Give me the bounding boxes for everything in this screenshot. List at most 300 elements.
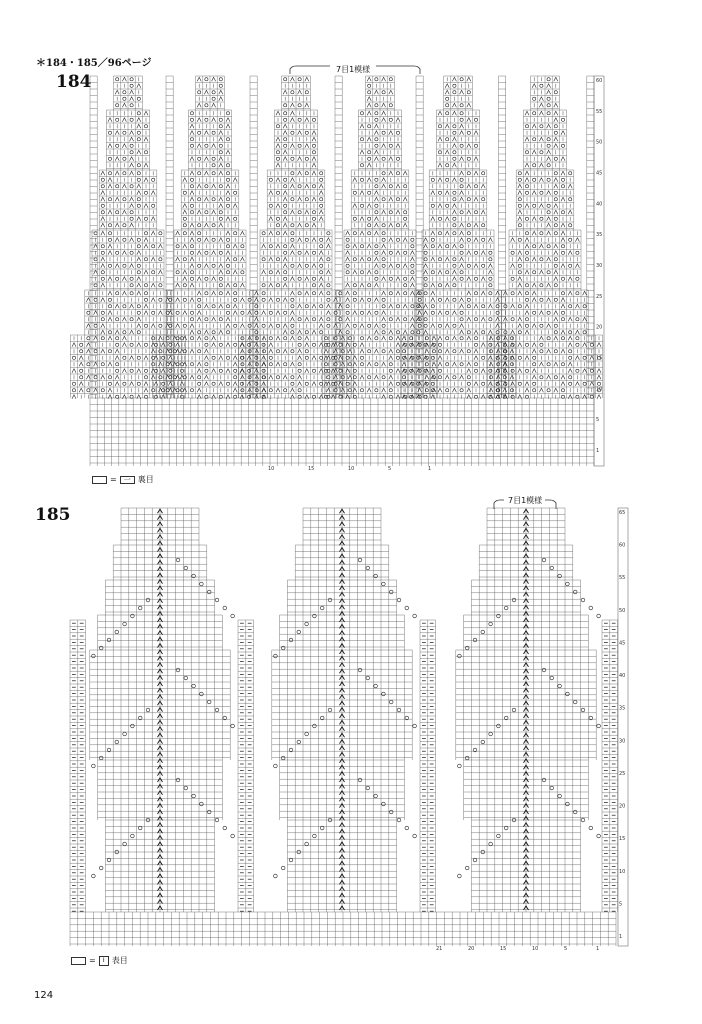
yarn-over-icon xyxy=(404,292,407,295)
yarn-over-icon xyxy=(219,369,222,372)
yarn-over-icon xyxy=(219,125,222,128)
yarn-over-icon xyxy=(276,324,279,327)
yarn-over-icon xyxy=(205,118,208,121)
yarn-over-icon xyxy=(510,337,513,340)
yarn-over-icon xyxy=(368,232,371,235)
decrease-icon xyxy=(518,369,522,373)
yarn-over-icon xyxy=(130,277,133,280)
yarn-over-icon xyxy=(226,164,229,167)
yarn-over-icon xyxy=(389,211,392,214)
yarn-over-icon xyxy=(226,138,229,141)
yarn-over-icon xyxy=(576,292,579,295)
yarn-over-icon xyxy=(328,708,332,712)
yarn-over-icon xyxy=(291,238,294,241)
yarn-over-icon xyxy=(474,185,477,188)
yarn-over-icon xyxy=(389,292,392,295)
decrease-icon xyxy=(115,349,119,353)
decrease-icon xyxy=(130,238,134,242)
decrease-icon xyxy=(460,349,464,353)
yarn-over-icon xyxy=(130,292,133,295)
yarn-over-icon xyxy=(382,331,385,334)
yarn-over-icon xyxy=(360,389,363,392)
yarn-over-icon xyxy=(576,318,579,321)
yarn-over-icon xyxy=(116,104,119,107)
decrease-icon xyxy=(144,137,148,141)
yarn-over-icon xyxy=(146,598,150,602)
decrease-icon xyxy=(374,264,378,268)
decrease-icon xyxy=(374,223,378,227)
chart-185-tier xyxy=(105,820,214,912)
decrease-icon xyxy=(568,251,572,255)
yarn-over-icon xyxy=(190,118,193,121)
yarn-over-icon xyxy=(583,356,586,359)
chart-185-tier xyxy=(303,508,381,545)
decrease-icon xyxy=(532,84,536,88)
chart-184-label: 184 xyxy=(56,72,92,92)
yarn-over-icon xyxy=(431,311,434,314)
yarn-over-icon xyxy=(312,211,315,214)
yarn-over-icon xyxy=(305,172,308,175)
yarn-over-icon xyxy=(569,172,572,175)
decrease-icon xyxy=(312,197,316,201)
yarn-over-icon xyxy=(558,794,562,798)
decrease-icon xyxy=(467,277,471,281)
decrease-icon xyxy=(305,103,309,107)
decrease-icon xyxy=(590,382,594,386)
decrease-icon xyxy=(158,270,162,274)
yarn-over-icon xyxy=(561,311,564,314)
yarn-over-icon xyxy=(205,343,208,346)
yarn-over-icon xyxy=(382,298,385,301)
decrease-icon xyxy=(525,204,529,208)
yarn-over-icon xyxy=(241,311,244,314)
yarn-over-icon xyxy=(368,376,371,379)
decrease-icon xyxy=(403,330,407,334)
yarn-over-icon xyxy=(424,324,427,327)
yarn-over-icon xyxy=(446,97,449,100)
decrease-icon xyxy=(183,277,187,281)
decrease-icon xyxy=(374,197,378,201)
decrease-icon xyxy=(460,171,464,175)
decrease-icon xyxy=(122,291,126,295)
yarn-over-icon xyxy=(312,318,315,321)
yarn-over-icon xyxy=(92,874,96,878)
yarn-over-icon xyxy=(138,606,142,610)
yarn-over-icon xyxy=(561,363,564,366)
decrease-icon xyxy=(382,277,386,281)
yarn-over-icon xyxy=(291,131,294,134)
yarn-over-icon xyxy=(525,292,528,295)
decrease-icon xyxy=(489,362,493,366)
decrease-icon xyxy=(226,343,230,347)
yarn-over-icon xyxy=(320,826,324,830)
yarn-over-icon xyxy=(320,172,323,175)
yarn-over-icon xyxy=(198,382,201,385)
decrease-icon xyxy=(312,223,316,227)
decrease-icon xyxy=(467,362,471,366)
yarn-over-icon xyxy=(581,818,585,822)
decrease-icon xyxy=(233,178,237,182)
decrease-icon xyxy=(561,349,565,353)
decrease-icon xyxy=(374,231,378,235)
decrease-icon xyxy=(137,283,141,287)
yarn-over-icon xyxy=(346,264,349,267)
decrease-icon xyxy=(130,97,134,101)
decrease-icon xyxy=(101,231,105,235)
yarn-over-icon xyxy=(413,834,417,838)
yarn-over-icon xyxy=(205,369,208,372)
yarn-over-icon xyxy=(291,376,294,379)
yarn-over-icon xyxy=(101,363,104,366)
yarn-over-icon xyxy=(284,277,287,280)
decrease-icon xyxy=(452,244,456,248)
yarn-over-icon xyxy=(108,298,111,301)
decrease-icon xyxy=(367,311,371,315)
yarn-over-icon xyxy=(375,363,378,366)
yarn-over-icon xyxy=(255,363,258,366)
row-number: 65 xyxy=(619,510,626,516)
chart-184-pattern-column xyxy=(322,76,437,399)
yarn-over-icon xyxy=(453,284,456,287)
decrease-icon xyxy=(511,382,515,386)
decrease-icon xyxy=(197,184,201,188)
yarn-over-icon xyxy=(554,258,557,261)
yarn-over-icon xyxy=(554,284,557,287)
decrease-icon xyxy=(353,244,357,248)
yarn-over-icon xyxy=(312,185,315,188)
decrease-icon xyxy=(539,362,543,366)
decrease-icon xyxy=(539,178,543,182)
yarn-over-icon xyxy=(346,238,349,241)
yarn-over-icon xyxy=(382,376,385,379)
decrease-icon xyxy=(410,324,414,328)
decrease-icon xyxy=(240,283,244,287)
decrease-icon xyxy=(151,324,155,328)
decrease-icon xyxy=(438,336,442,340)
yarn-over-icon xyxy=(550,566,554,570)
yarn-over-icon xyxy=(152,337,155,340)
decrease-icon xyxy=(226,283,230,287)
decrease-icon xyxy=(474,223,478,227)
yarn-over-icon xyxy=(183,376,186,379)
decrease-icon xyxy=(389,131,393,135)
yarn-over-icon xyxy=(212,131,215,134)
yarn-over-icon xyxy=(413,614,417,618)
decrease-icon xyxy=(161,343,165,347)
yarn-over-icon xyxy=(130,78,133,81)
decrease-icon xyxy=(445,324,449,328)
decrease-icon xyxy=(489,336,493,340)
decrease-icon xyxy=(305,369,309,373)
decrease-icon xyxy=(353,204,357,208)
yarn-over-icon xyxy=(431,305,434,308)
chart-184-tier xyxy=(415,290,501,335)
yarn-over-icon xyxy=(116,211,119,214)
yarn-over-icon xyxy=(269,204,272,207)
decrease-icon xyxy=(283,330,287,334)
yarn-over-icon xyxy=(460,363,463,366)
yarn-over-icon xyxy=(446,245,449,248)
decrease-icon xyxy=(346,291,350,295)
yarn-over-icon xyxy=(396,238,399,241)
decrease-icon xyxy=(305,277,309,281)
yarn-over-icon xyxy=(482,238,485,241)
decrease-icon xyxy=(204,197,208,201)
yarn-over-icon xyxy=(389,337,392,340)
chart-185-purl-strip xyxy=(420,620,436,912)
decrease-icon xyxy=(396,184,400,188)
yarn-over-icon xyxy=(411,305,414,308)
yarn-over-icon xyxy=(489,376,492,379)
decrease-icon xyxy=(360,283,364,287)
decrease-icon xyxy=(389,223,393,227)
yarn-over-icon xyxy=(389,810,393,814)
decrease-icon xyxy=(511,304,515,308)
yarn-over-icon xyxy=(123,131,126,134)
yarn-over-icon xyxy=(446,204,449,207)
decrease-icon xyxy=(204,131,208,135)
yarn-over-icon xyxy=(226,198,229,201)
yarn-over-icon xyxy=(198,131,201,134)
yarn-over-icon xyxy=(123,264,126,267)
decrease-icon xyxy=(474,264,478,268)
yarn-over-icon xyxy=(360,112,363,115)
knit-symbol-icon: I xyxy=(99,956,109,966)
yarn-over-icon xyxy=(107,638,111,642)
decrease-icon xyxy=(122,369,126,373)
decrease-icon xyxy=(403,264,407,268)
decrease-icon xyxy=(233,382,237,386)
decrease-icon xyxy=(452,111,456,115)
yarn-over-icon xyxy=(190,363,193,366)
yarn-over-icon xyxy=(547,97,550,100)
decrease-icon xyxy=(219,163,223,167)
yarn-over-icon xyxy=(169,298,172,301)
yarn-over-icon xyxy=(212,382,215,385)
decrease-icon xyxy=(269,231,273,235)
yarn-over-icon xyxy=(298,144,301,147)
yarn-over-icon xyxy=(183,298,186,301)
decrease-icon xyxy=(474,131,478,135)
yarn-over-icon xyxy=(276,376,279,379)
decrease-icon xyxy=(197,369,201,373)
decrease-icon xyxy=(424,244,428,248)
decrease-icon xyxy=(460,324,464,328)
yarn-over-icon xyxy=(248,350,251,353)
yarn-over-icon xyxy=(474,277,477,280)
decrease-icon xyxy=(561,238,565,242)
yarn-over-icon xyxy=(276,232,279,235)
decrease-icon xyxy=(489,388,493,392)
decrease-icon xyxy=(197,103,201,107)
decrease-icon xyxy=(233,244,237,248)
yarn-over-icon xyxy=(547,138,550,141)
yarn-over-icon xyxy=(368,84,371,87)
decrease-icon xyxy=(481,291,485,295)
yarn-over-icon xyxy=(176,363,179,366)
yarn-over-icon xyxy=(590,343,593,346)
yarn-over-icon xyxy=(116,185,119,188)
decrease-icon xyxy=(319,257,323,261)
decrease-icon xyxy=(525,163,529,167)
yarn-over-icon xyxy=(219,217,222,220)
decrease-icon xyxy=(326,270,330,274)
yarn-over-icon xyxy=(116,78,119,81)
decrease-icon xyxy=(568,336,572,340)
decrease-icon xyxy=(276,362,280,366)
yarn-over-icon xyxy=(276,298,279,301)
decrease-icon xyxy=(374,298,378,302)
yarn-over-icon xyxy=(205,144,208,147)
yarn-over-icon xyxy=(446,271,449,274)
decrease-icon xyxy=(561,171,565,175)
yarn-over-icon xyxy=(540,191,543,194)
yarn-over-icon xyxy=(116,251,119,254)
decrease-icon xyxy=(108,317,112,321)
decrease-icon xyxy=(254,291,258,295)
yarn-over-icon xyxy=(320,238,323,241)
decrease-icon xyxy=(151,298,155,302)
decrease-icon xyxy=(130,382,134,386)
yarn-over-icon xyxy=(382,198,385,201)
decrease-icon xyxy=(137,277,141,281)
yarn-over-icon xyxy=(489,842,493,846)
yarn-over-icon xyxy=(305,157,308,160)
decrease-icon xyxy=(144,388,148,392)
decrease-icon xyxy=(547,157,551,161)
yarn-over-icon xyxy=(298,292,301,295)
yarn-over-icon xyxy=(234,284,237,287)
decrease-icon xyxy=(276,270,280,274)
yarn-over-icon xyxy=(320,271,323,274)
yarn-over-icon xyxy=(405,826,409,830)
yarn-over-icon xyxy=(540,84,543,87)
decrease-icon xyxy=(176,343,180,347)
decrease-icon xyxy=(115,223,119,227)
decrease-icon xyxy=(312,238,316,242)
decrease-icon xyxy=(452,77,456,81)
yarn-over-icon xyxy=(540,324,543,327)
yarn-over-icon xyxy=(569,376,572,379)
yarn-over-icon xyxy=(137,138,140,141)
yarn-over-icon xyxy=(396,198,399,201)
decrease-icon xyxy=(219,270,223,274)
yarn-over-icon xyxy=(597,614,601,618)
yarn-over-icon xyxy=(183,324,186,327)
decrease-icon xyxy=(269,349,273,353)
yarn-over-icon xyxy=(525,191,528,194)
yarn-over-icon xyxy=(152,178,155,181)
decrease-icon xyxy=(389,171,393,175)
yarn-over-icon xyxy=(320,331,323,334)
yarn-over-icon xyxy=(101,318,104,321)
decrease-icon xyxy=(389,304,393,308)
yarn-over-icon xyxy=(183,350,186,353)
yarn-over-icon xyxy=(320,178,323,181)
yarn-over-icon xyxy=(547,78,550,81)
yarn-over-icon xyxy=(540,151,543,154)
yarn-over-icon xyxy=(569,238,572,241)
decrease-icon xyxy=(382,244,386,248)
yarn-over-icon xyxy=(453,324,456,327)
yarn-over-icon xyxy=(460,118,463,121)
yarn-over-icon xyxy=(489,343,492,346)
yarn-over-icon xyxy=(123,97,126,100)
yarn-over-icon xyxy=(431,271,434,274)
yarn-over-icon xyxy=(375,112,378,115)
yarn-over-icon xyxy=(219,343,222,346)
decrease-icon xyxy=(539,163,543,167)
yarn-over-icon xyxy=(547,164,550,167)
decrease-icon xyxy=(452,144,456,148)
decrease-icon xyxy=(424,264,428,268)
yarn-over-icon xyxy=(397,598,401,602)
yarn-over-icon xyxy=(281,866,285,870)
yarn-over-icon xyxy=(540,125,543,128)
yarn-over-icon xyxy=(404,185,407,188)
decrease-icon xyxy=(389,238,393,242)
yarn-over-icon xyxy=(274,874,278,878)
yarn-over-icon xyxy=(262,369,265,372)
decrease-icon xyxy=(212,317,216,321)
yarn-over-icon xyxy=(212,238,215,241)
decrease-icon xyxy=(130,131,134,135)
decrease-icon xyxy=(346,317,350,321)
decrease-icon xyxy=(460,330,464,334)
yarn-over-icon xyxy=(176,558,180,562)
decrease-icon xyxy=(326,238,330,242)
yarn-over-icon xyxy=(569,356,572,359)
yarn-over-icon xyxy=(573,810,577,814)
yarn-over-icon xyxy=(269,363,272,366)
decrease-icon xyxy=(568,343,572,347)
yarn-over-icon xyxy=(368,284,371,287)
decrease-icon xyxy=(108,118,112,122)
yarn-over-icon xyxy=(368,91,371,94)
decrease-icon xyxy=(204,238,208,242)
yarn-over-icon xyxy=(274,654,278,658)
yarn-over-icon xyxy=(554,191,557,194)
yarn-over-icon xyxy=(554,324,557,327)
decrease-icon xyxy=(219,90,223,94)
decrease-icon xyxy=(539,97,543,101)
decrease-icon xyxy=(137,150,141,154)
decrease-icon xyxy=(346,298,350,302)
decrease-icon xyxy=(219,330,223,334)
chart-185-tier xyxy=(90,700,230,760)
decrease-icon xyxy=(547,90,551,94)
decrease-icon xyxy=(431,324,435,328)
yarn-over-icon xyxy=(346,305,349,308)
yarn-over-icon xyxy=(190,211,193,214)
decrease-icon xyxy=(575,304,579,308)
decrease-icon xyxy=(382,103,386,107)
decrease-icon xyxy=(204,90,208,94)
yarn-over-icon xyxy=(320,198,323,201)
yarn-over-icon xyxy=(291,224,294,227)
yarn-over-icon xyxy=(241,337,244,340)
yarn-over-icon xyxy=(375,277,378,280)
row-number: 55 xyxy=(596,108,603,115)
decrease-icon xyxy=(547,257,551,261)
decrease-icon xyxy=(452,204,456,208)
decrease-icon xyxy=(212,251,216,255)
decrease-icon xyxy=(326,304,330,308)
row-number: 45 xyxy=(619,640,626,647)
decrease-icon xyxy=(108,178,112,182)
decrease-icon xyxy=(204,223,208,227)
decrease-icon xyxy=(488,356,492,360)
